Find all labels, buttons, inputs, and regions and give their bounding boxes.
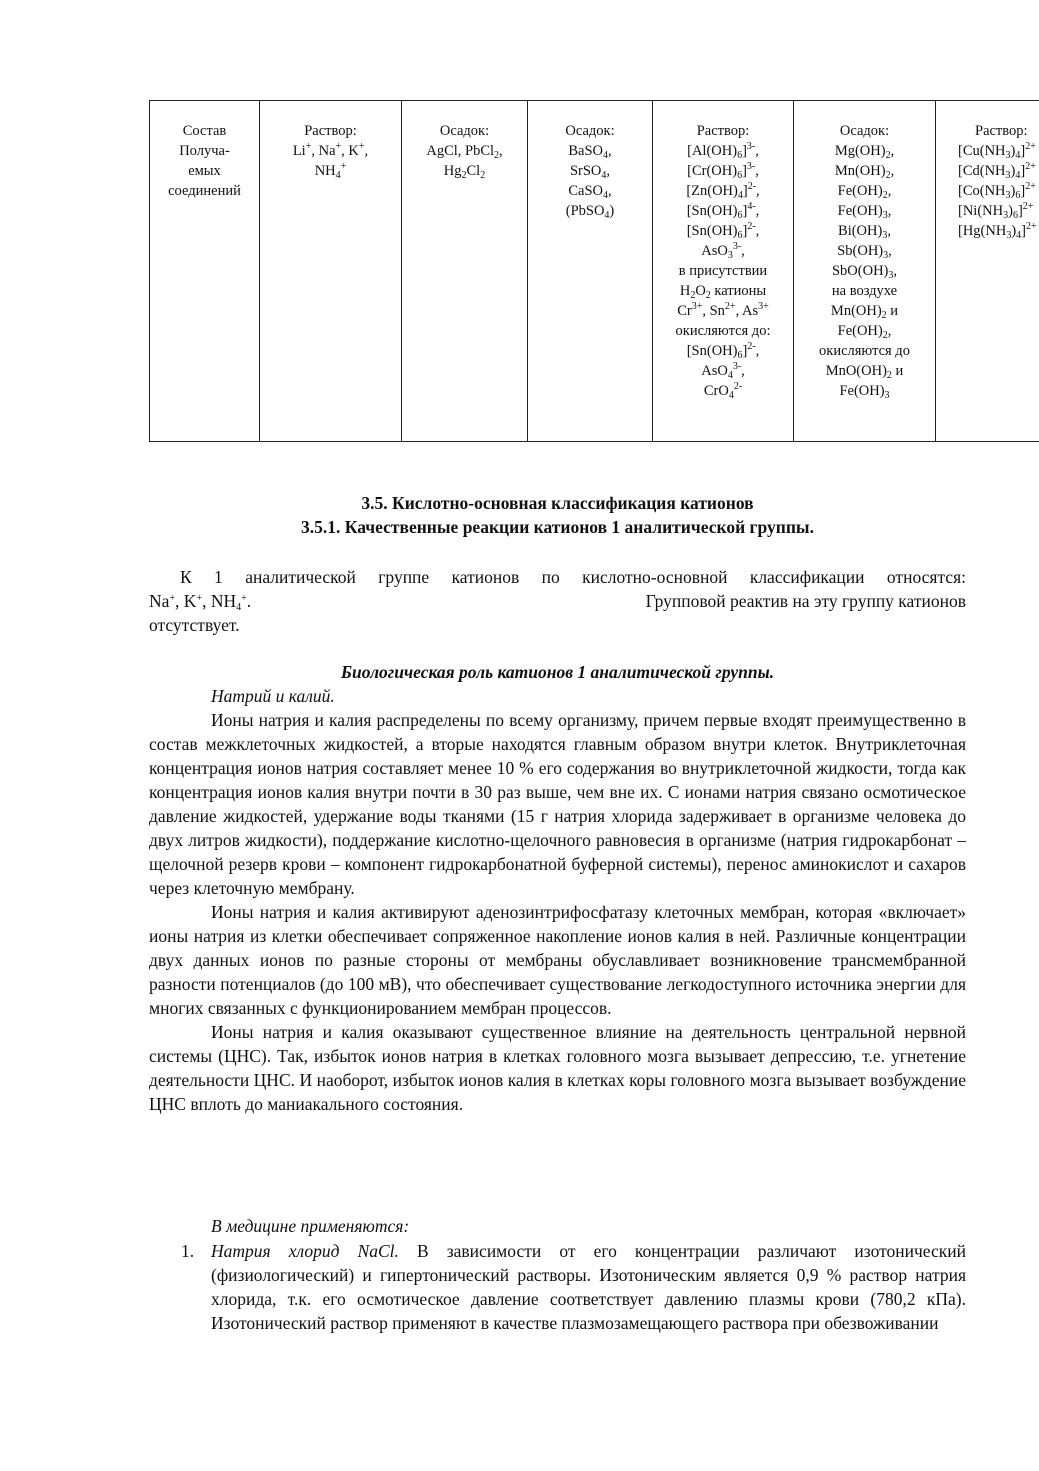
table-cell-formula: $[Co(NH_3)_6]^{2+}$ xyxy=(958,181,1036,201)
table-cell-formula: AsO$_3^{3-}$, xyxy=(701,241,745,261)
paragraph: Ионы натрия и калия оказывают существенное влияние на деятельность центральной нервной системы (ЦНС). Так, избыток ионов натрия в клетках головного мозга вызывает депрессию, т.е. угнетение деятельности ЦНС. И наоборот, избыток ионов калия в клетках коры головного мозга вызывает возбуждение ЦНС вплоть до маниакального состояния. xyxy=(149,1022,966,1114)
table-cell-text: Осадок: xyxy=(439,123,490,139)
table-cell-formula: $[Sn(OH)_6]^{4-}$, xyxy=(686,201,760,221)
table-cell-formula: $[Sn(OH)_6]^{2-}$, xyxy=(686,341,760,361)
table-cell-formula: $SbO(OH)_3$, xyxy=(831,263,897,281)
paragraph: Ионы натрия и калия распределены по всему организму, причем первые входят преимущественно в состав межклеточных жидкостей, а вторые находятся главным образом внутри клеток. Внутриклеточная концентрация ионов натрия составляет менее 10 % его содержания во внутриклеточной жидкости, тогда как концентрация ионов калия внутри почти в 30 раз выше, чем вне их. С ионами натрия связано осмотическое давление жидкостей, удержание воды тканями (15 г натрия хлорида задерживает в организме человека до двух литров жидкости), поддержание кислотно-щелочного равновесия в организме (натрия гидрокарбонат – щелочной резерв крови – компонент гидрокарбонатной буферной системы), перенос аминокислот и сахаров через клеточную мембрану. xyxy=(149,710,966,898)
table-cell-formula: $Fe(OH)_2$, xyxy=(837,183,892,201)
table-cell-text: Осадок: xyxy=(839,123,890,139)
table-col-composition xyxy=(150,101,260,441)
table-cell-text: Раствор: xyxy=(975,123,1028,139)
drug-description: В зависимости от его концентрации различают изотонический (физиологический) и гипертонический растворы. Изотоническим является 0,9 % раствор натрия хлорида, т.к. его осмотическое давление соответствует давлению плазмы крови (780,2 кПа). Изотонический раствор применяют в качестве плазмозамещающего раствора при обезвоживании xyxy=(211,1241,966,1333)
table-cell-text: Раствор: xyxy=(696,123,750,139)
table-cell-text: Получа- xyxy=(179,143,230,159)
table-cell-formula: SrSO$_4$, xyxy=(569,163,611,181)
paragraph: Ионы натрия и калия активируют аденозинтрифосфатазу клеточных мембран, которая «включает» ионы натрия из клетки обеспечивает сопряженное накопление ионов калия в ней. Различные концентрации двух данных ионов по разные стороны от мембраны обуславливает возникновение трансмембранной разности потенциалов (до 100 мВ), что обеспечивает существование легкодоступного источника энергии для многих связанных с функционированием мембран процессов. xyxy=(149,902,966,1018)
table-cell-formula: (PbSO$_4$) xyxy=(565,203,615,221)
table-cell-formula: $Bi(OH)_3$, xyxy=(838,223,891,241)
table-cell-text: в присутствии xyxy=(678,263,768,279)
table-col-group6 xyxy=(936,101,1039,441)
group-cations: Na+, K+, $NH_4^+$. xyxy=(149,591,252,613)
drug-name: Натрия хлорид NaCl. xyxy=(211,1241,399,1261)
medicine-list xyxy=(149,1239,966,1335)
intro-line xyxy=(149,589,966,613)
table-cell-formula: CrO$_4^{2-}$ xyxy=(703,381,743,401)
table-col-group4 xyxy=(653,101,794,441)
table-cell-text: соединений xyxy=(168,183,241,199)
intro-paragraph xyxy=(149,565,966,637)
cation-table xyxy=(149,100,1039,442)
table-cell-text: окисляются до xyxy=(819,343,910,359)
table-cell-formula: $[Al(OH)_6]^{3-}$, xyxy=(687,141,759,161)
medicine-subtitle: В медицине применяются: xyxy=(211,1216,410,1236)
bio-subtitle: Натрий и калий. xyxy=(211,686,335,706)
group-reagent-text: Групповой реактив на эту группу катионов xyxy=(645,591,966,611)
table-cell-formula: $Hg_2Cl_2$ xyxy=(443,163,486,181)
table-cell-formula: AsO$_4^{3-}$, xyxy=(701,361,745,381)
subsection-heading: 3.5.1. Качественные реакции катионов 1 аналитической группы. xyxy=(301,517,814,537)
table-cell-formula: $Mg(OH)_2$, xyxy=(834,143,895,161)
table-cell-formula: $MnO(OH)_2$ и xyxy=(825,363,904,381)
table-cell-formula: CaSO$_4$, xyxy=(568,183,612,201)
list-number: 1. xyxy=(181,1241,195,1261)
table-cell-formula: $NH_4^+$ xyxy=(314,161,347,181)
bio-role-title: Биологическая роль катионов 1 аналитической группы. xyxy=(340,662,775,682)
table-cell-formula: $[Hg(NH_3)_4]^{2+}$ xyxy=(958,221,1037,241)
table-cell-formula: $[Cd(NH_3)_4]^{2+}$ xyxy=(958,161,1036,181)
table-cell-formula: $[Cr(OH)_6]^{3-}$, xyxy=(687,161,759,181)
table-cell-text: на воздухе xyxy=(831,283,898,299)
table-col-group3 xyxy=(528,101,653,441)
table-cell-formula: $[Sn(OH)_6]^{2-}$, xyxy=(686,221,760,241)
table-cell-formula: $[Zn(OH)_4]^{2-}$, xyxy=(686,181,760,201)
table-cell-formula: $[Ni(NH_3)_6]^{2+}$ xyxy=(958,201,1034,221)
bio-paragraphs xyxy=(149,708,966,1116)
table-cell-formula: $H_2O_2$ катионы xyxy=(679,283,767,301)
table-cell-formula: $Cr^{3+}$, $Sn^{2+}$, $As^{3+}$ xyxy=(677,301,769,319)
table-cell-text: Раствор: xyxy=(304,123,357,139)
table-cell-text: Состав xyxy=(182,123,227,139)
table-cell-formula: BaSO$_4$, xyxy=(568,143,612,161)
table-cell-formula: $Fe(OH)_2$, xyxy=(837,323,892,341)
table-cell-formula: $Fe(OH)_3$ xyxy=(839,383,890,401)
table-col-group5 xyxy=(794,101,936,441)
table-cell-text: окисляются до: xyxy=(675,323,771,339)
table-cell-formula: $Fe(OH)_3$, xyxy=(837,203,892,221)
table-col-group1 xyxy=(260,101,402,441)
intro-line: отсутствует. xyxy=(149,615,240,635)
table-cell-formula: $Mn(OH)_2$, xyxy=(834,163,895,181)
list-item xyxy=(211,1239,966,1335)
table-cell-text: Осадок: xyxy=(565,123,615,139)
table-cell-text: емых xyxy=(188,163,221,179)
table-cell-formula: AgCl, PbCl$_2$, xyxy=(426,143,503,161)
table-col-group2 xyxy=(402,101,528,441)
table-cell-formula: $Sb(OH)_3$, xyxy=(837,243,892,261)
table-cell-formula: Li+, Na+, K+, xyxy=(292,141,369,159)
section-heading: 3.5. Кислотно-основная классификация катионов xyxy=(361,493,754,513)
intro-line: К 1 аналитической группе катионов по кислотно-основной классификации относятся: xyxy=(180,567,966,587)
table-cell-formula: $[Cu(NH_3)_4]^{2+}$ xyxy=(958,141,1036,161)
table-cell-formula: $Mn(OH)_2$ и xyxy=(830,303,899,321)
